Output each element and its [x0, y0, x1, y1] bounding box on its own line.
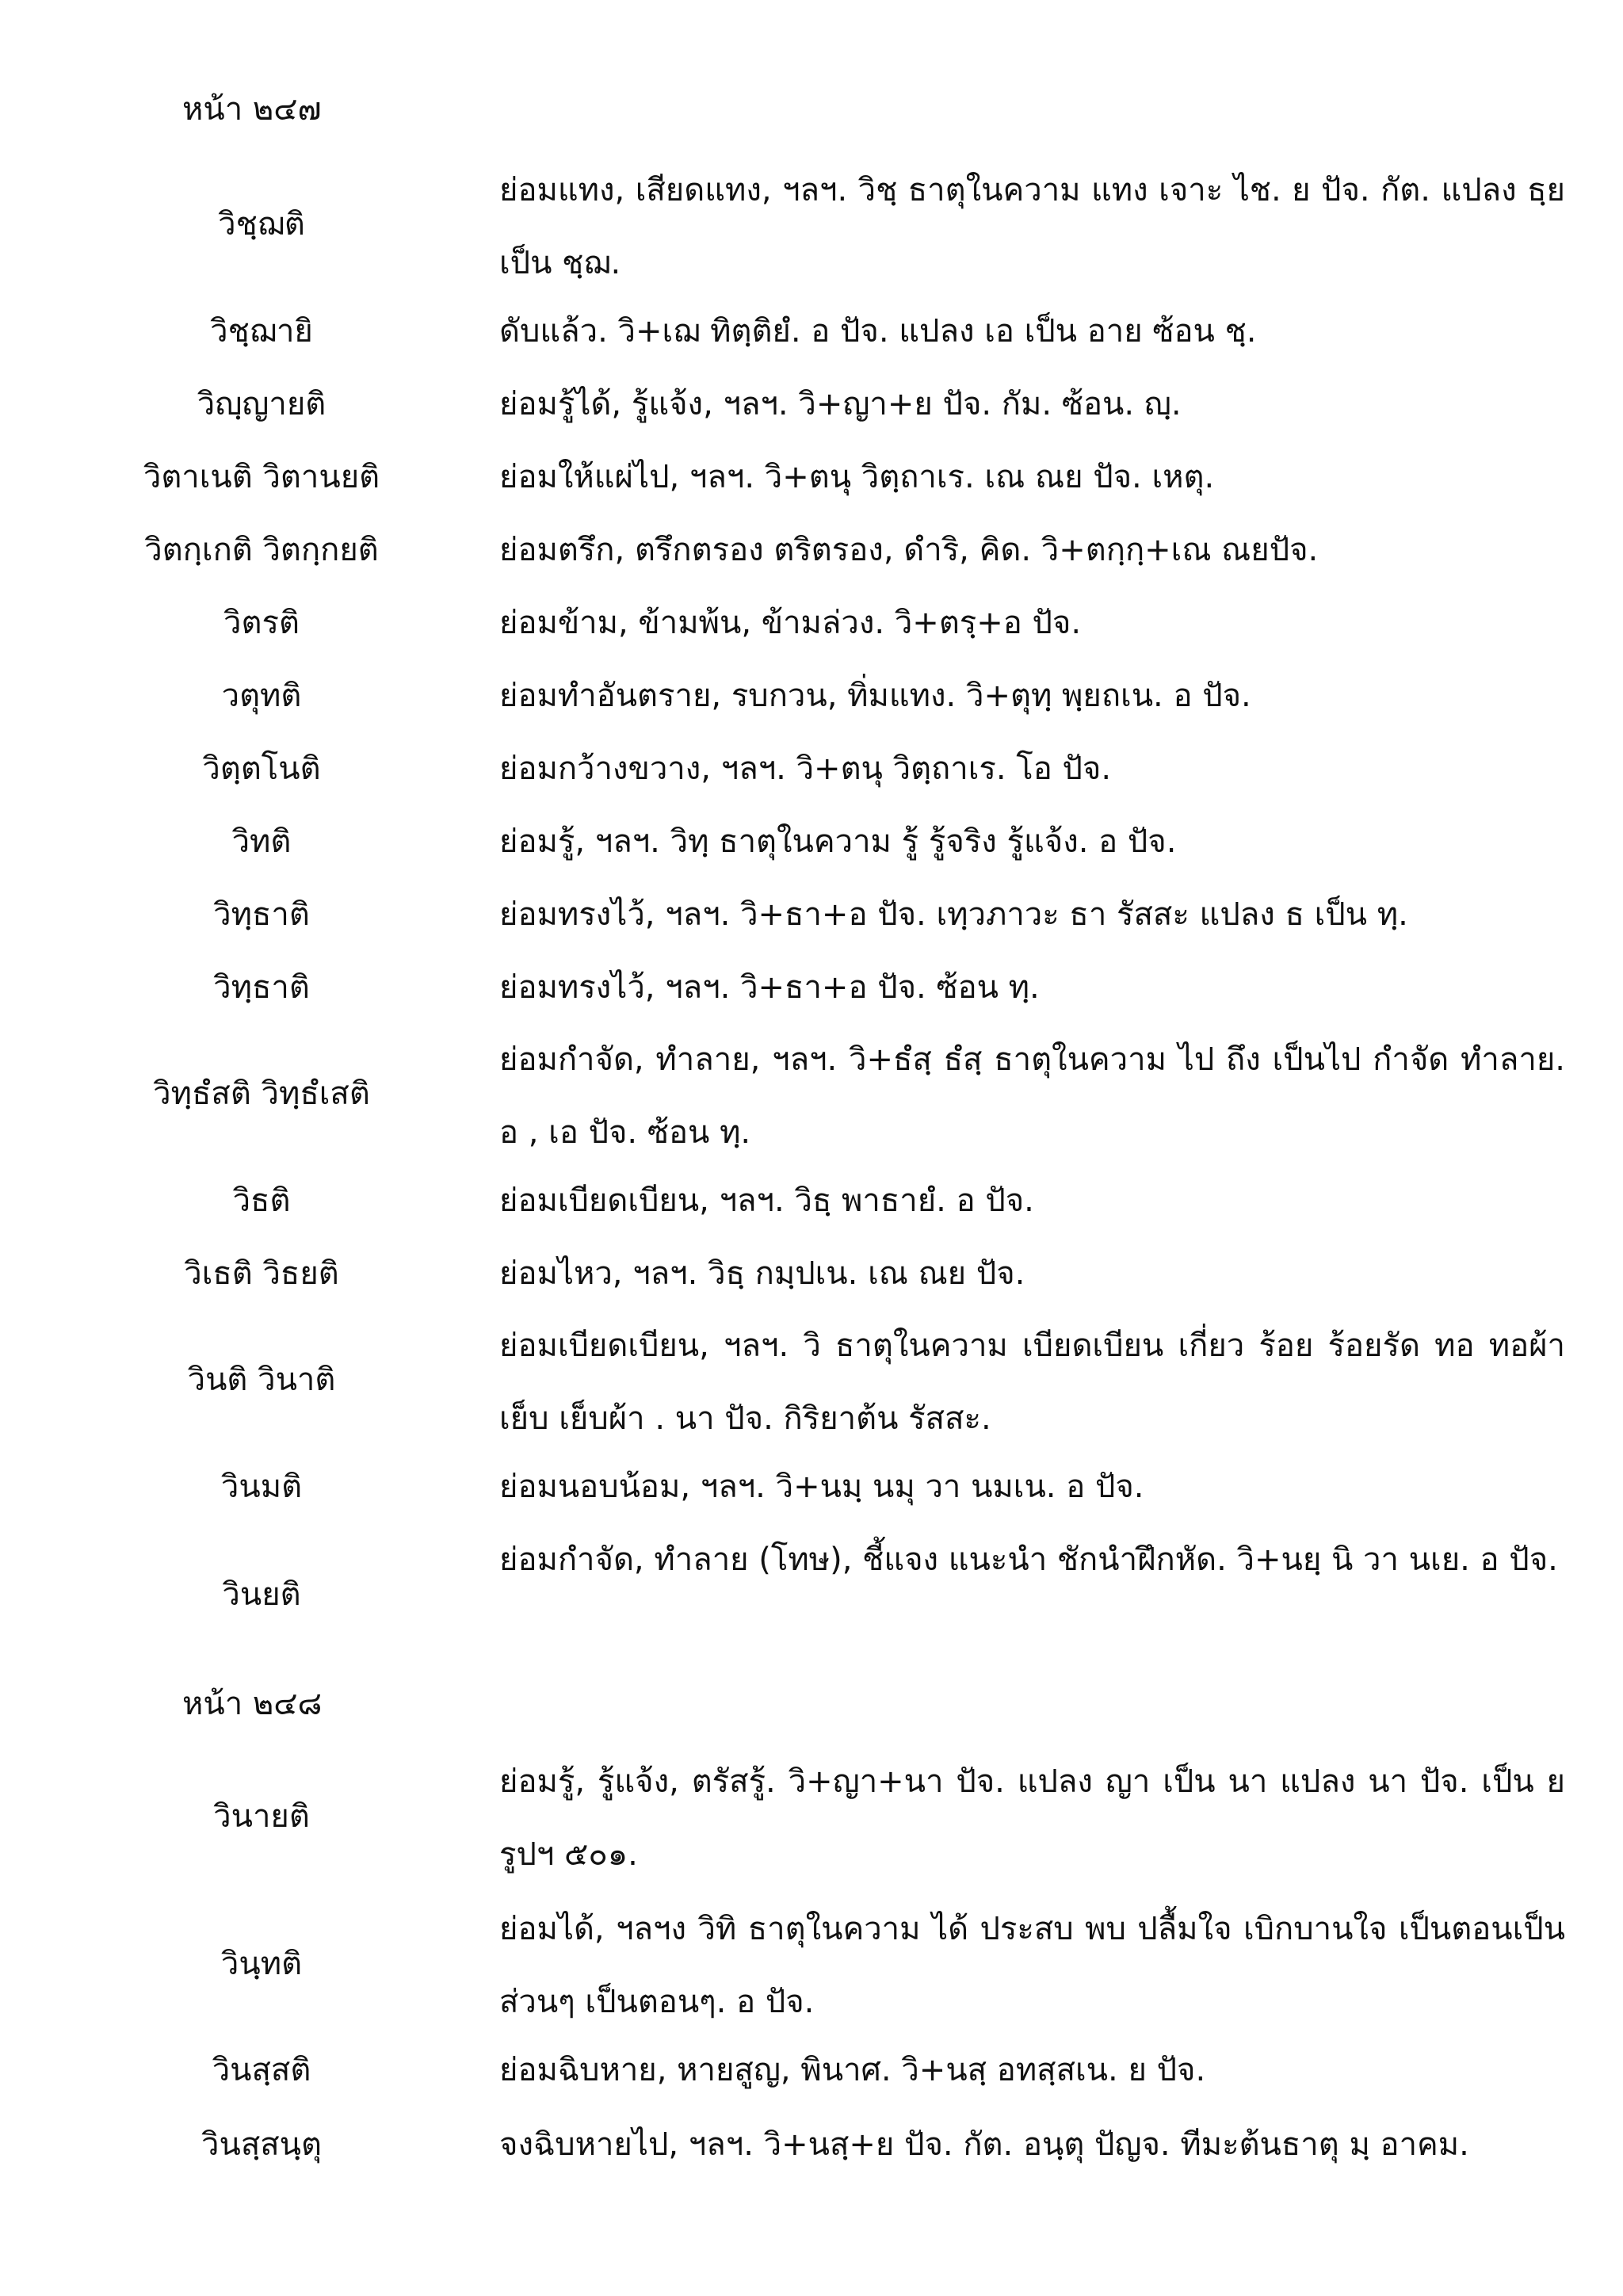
entry-term: วิธติ	[232, 1182, 291, 1219]
entry-definition: ดับแล้ว. วิ+เฌ ทิตฺติยํ. อ ปัจ. แปลง เอ เป็น อาย ซ้อน ชฺ.	[499, 313, 1257, 350]
entry-definition: ย่อมตรึก, ตรึกตรอง ตริตรอง, ดำริ, คิด. วิ+ตกฺกฺ+เณ ณยปัจ.	[499, 532, 1319, 568]
entry-term: วินสฺสติ	[212, 2052, 311, 2088]
entry-definition: ย่อมกำจัด, ทำลาย, ฯลฯ. วิ+ธํสฺ ธํสฺ ธาตุในความ ไป ถึง เป็นไป กำจัด ทำลาย. อ , เอ ปัจ. ซ้อน ทฺ.	[499, 1041, 1565, 1151]
entry-definition: ย่อมไหว, ฯลฯ. วิธฺ กมฺปเน. เณ ณย ปัจ.	[499, 1255, 1025, 1292]
entry-definition: ย่อมเบียดเบียน, ฯลฯ. วิธฺ พาธายํ. อ ปัจ.	[499, 1182, 1034, 1219]
entry-definition: ย่อมทรงไว้, ฯลฯ. วิ+ธา+อ ปัจ. เทฺวภาวะ ธา รัสสะ แปลง ธ เป็น ทฺ.	[499, 896, 1408, 933]
page-number-header: หน้า ๒๔๘	[182, 1686, 323, 1722]
entry-term: วิตกฺเกติ วิตกฺกยติ	[144, 532, 379, 568]
entry-definition: ย่อมทำอันตราย, รบกวน, ทิ่มแทง. วิ+ตุทฺ พฺยถเน. อ ปัจ.	[499, 678, 1251, 714]
entry-term: วิชฺฌติ	[218, 206, 305, 243]
entry-term: วินายติ	[213, 1798, 310, 1835]
entry-term: วิทฺธาติ	[213, 969, 310, 1006]
entry-definition: ย่อมเบียดเบียน, ฯลฯ. วิ ธาตุในความ เบียดเบียน เกี่ยว ร้อย ร้อยรัด ทอ ทอผ้า เย็บ เย็บผ้า . นา ปัจ. กิริยาต้น รัสสะ.	[499, 1328, 1565, 1437]
entry-definition: จงฉิบหายไป, ฯลฯ. วิ+นสฺ+ย ปัจ. กัต. อนฺตุ ปัญจ. ทีมะต้นธาตุ มฺ อาคม.	[499, 2126, 1469, 2163]
entry-definition: ย่อมให้แผ่ไป, ฯลฯ. วิ+ตนุ วิตฺถาเร. เณ ณย ปัจ. เหตุ.	[499, 459, 1215, 495]
entry-definition: ย่อมฉิบหาย, หายสูญ, พินาศ. วิ+นสฺ อทสฺสเน. ย ปัจ.	[499, 2052, 1206, 2088]
entry-term: วินฺทติ	[220, 1946, 303, 1982]
entry-definition: ย่อมนอบน้อม, ฯลฯ. วิ+นมฺ นมุ วา นมเน. อ ปัจ.	[499, 1469, 1144, 1505]
entry-term: วิทฺธํสติ วิทฺธํเสติ	[153, 1075, 370, 1112]
entry-definition: ย่อมทรงไว้, ฯลฯ. วิ+ธา+อ ปัจ. ซ้อน ทฺ.	[499, 969, 1040, 1006]
entry-term: วิทฺธาติ	[213, 896, 310, 933]
entry-definition: ย่อมกำจัด, ทำลาย (โทษ), ชี้แจง แนะนำ ชักนำฝึกหัด. วิ+นยฺ นิ วา นเย. อ ปัจ.	[499, 1541, 1558, 1578]
entry-term: วิญฺญายติ	[197, 386, 327, 422]
entry-term: วินสฺสนฺตุ	[201, 2126, 322, 2163]
entry-definition: ย่อมรู้ได้, รู้แจ้ง, ฯลฯ. วิ+ญา+ย ปัจ. กัม. ซ้อน. ญฺ.	[499, 386, 1182, 422]
entry-term: วิชฺฌายิ	[210, 313, 313, 350]
entry-definition: ย่อมแทง, เสียดแทง, ฯลฯ. วิชฺ ธาตุในความ แทง เจาะ ไช. ย ปัจ. กัต. แปลง ธฺย เป็น ชฺฌ.	[499, 172, 1565, 281]
entry-definition: ย่อมกว้างขวาง, ฯลฯ. วิ+ตนุ วิตฺถาเร. โอ ปัจ.	[499, 751, 1112, 787]
entry-definition: ย่อมรู้, ฯลฯ. วิทฺ ธาตุในความ รู้ รู้จริง รู้แจ้ง. อ ปัจ.	[499, 823, 1177, 860]
entry-term: วิตฺตโนติ	[202, 751, 321, 787]
entry-term: วิเธติ วิธยติ	[184, 1255, 339, 1292]
entry-term: วตุทติ	[221, 678, 302, 714]
entry-term: วิตาเนติ วิตานยติ	[143, 459, 380, 495]
entry-term: วินยติ	[222, 1576, 301, 1613]
entry-term: วินติ วินาติ	[187, 1362, 336, 1398]
entry-term: วินมติ	[220, 1469, 303, 1505]
entry-definition: ย่อมรู้, รู้แจ้ง, ตรัสรู้. วิ+ญา+นา ปัจ. แปลง ญา เป็น นา แปลง นา ปัจ. เป็น ย รูปฯ ๕๐๑.	[499, 1763, 1565, 1873]
entry-term: วิทติ	[231, 823, 292, 860]
page-number-header: หน้า ๒๔๗	[182, 91, 322, 128]
entry-definition: ย่อมได้, ฯลฯง วิทิ ธาตุในความ ได้ ประสบ พบ ปลื้มใจ เบิกบานใจ เป็นตอนเป็นส่วนๆ เป็นตอนๆ. อ ปัจ.	[499, 1911, 1565, 2020]
entry-term: วิตรติ	[223, 605, 300, 641]
entry-definition: ย่อมข้าม, ข้ามพ้น, ข้ามล่วง. วิ+ตรฺ+อ ปัจ.	[499, 605, 1082, 641]
